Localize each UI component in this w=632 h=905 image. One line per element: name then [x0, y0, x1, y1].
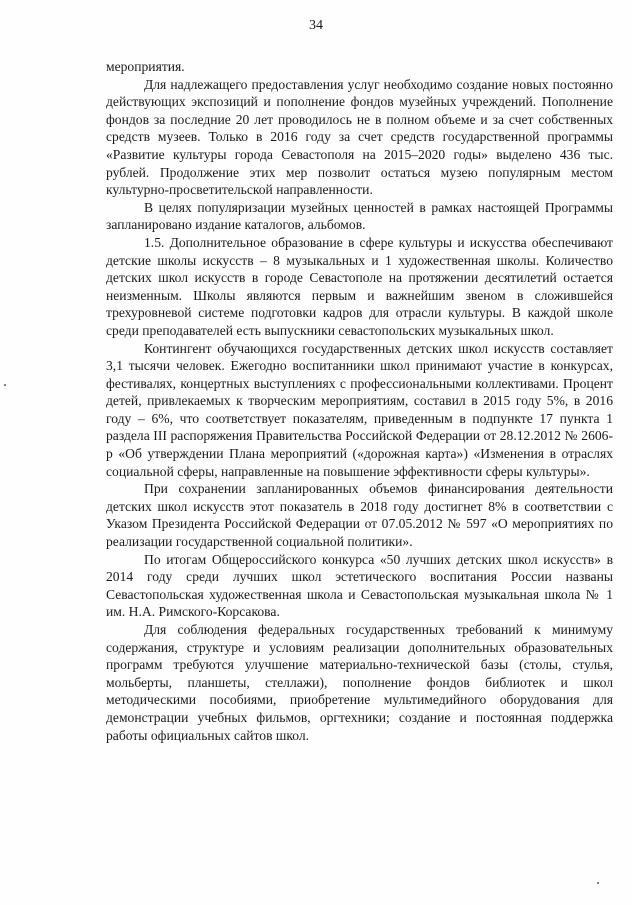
paragraph-continuation: мероприятия. [106, 59, 185, 74]
paragraph-requirements: Для соблюдения федеральных государственных требований к минимуму содержания, структуре и условиям реализации дополнительных образовательных программ требуются улучшение материально-технической базы (столы, стулья, мольберты, планшеты, стеллажи), пополнение фондов библиотек и школ методическими пособиями, приобретение мультимедийного оборудования для демонстрации учебных фильмов, оргтехники; создание и постоянная поддержка работы официальных сайтов школ. [106, 622, 613, 743]
scan-speck [4, 384, 6, 386]
paragraph-contest: По итогам Общероссийского конкурса «50 лучших детских школ искусств» в 2014 году среди лучших школ эстетического воспитания России названы Севастопольская художественная школа и Севастопольская музыкальная школа № 1 им. Н.А. Римского-Корсакова. [106, 551, 613, 620]
scan-speck [597, 882, 599, 884]
paragraph-museum-funds: Для надлежащего предоставления услуг необходимо создание новых постоянно действующих экспозиций и пополнение фондов музейных учреждений. Пополнение фондов за последние 20 лет проводилось не в полном объеме и за счет собственных средств музеев. Только в 2016 году за счет средств государственной программы «Развитие культуры города Севастополя на 2015–2020 годы» выделено 436 тыс. рублей. Продолжение этих мер позволит остаться музею популярным местом культурно-просветительской направленности. [106, 76, 613, 198]
paragraph-financing: При сохранении запланированных объемов финансирования деятельности детских школ искусств этот показатель в 2018 году достигнет 8% в соответствии с Указом Президента Российской Федерации от 07.05.2012 № 597 «О мероприятиях по реализации государственной социальной политики». [106, 481, 613, 550]
body-text [106, 58, 613, 744]
paragraph-additional-education: 1.5. Дополнительное образование в сфере культуры и искусства обеспечивают детские школы искусств – 8 музыкальных и 1 художественная школы. Количество детских школ искусств в городе Севастополе на протяжении десятилетий остается неизменным. Школы являются первым и важнейшим звеном в сложившейся трехуровневой системе подготовки кадров для отрасли культуры. В каждой школе среди преподавателей есть выпускники севастопольских музыкальных школ. [106, 234, 613, 338]
page-number: 34 [309, 18, 323, 33]
paragraph-catalogs: В целях популяризации музейных ценностей в рамках настоящей Программы запланировано издание каталогов, альбомов. [106, 199, 613, 233]
paragraph-students: Контингент обучающихся государственных детских школ искусств составляет 3,1 тысячи человек. Ежегодно воспитанники школ принимают участие в конкурсах, фестивалях, концертных выступлениях с профессиональными коллективами. Процент детей, привлекаемых к творческим мероприятиям, составил в 2015 году 5%, в 2016 году – 6%, что соответствует показателям, приведенным в подпункте 17 пункта 1 раздела III распоряжения Правительства Российской Федерации от 28.12.2012 № 2606-р «Об утверждении Плана мероприятий («дорожная карта») «Изменения в отраслях социальной сферы, направленные на повышение эффективности сферы культуры». [106, 340, 613, 479]
